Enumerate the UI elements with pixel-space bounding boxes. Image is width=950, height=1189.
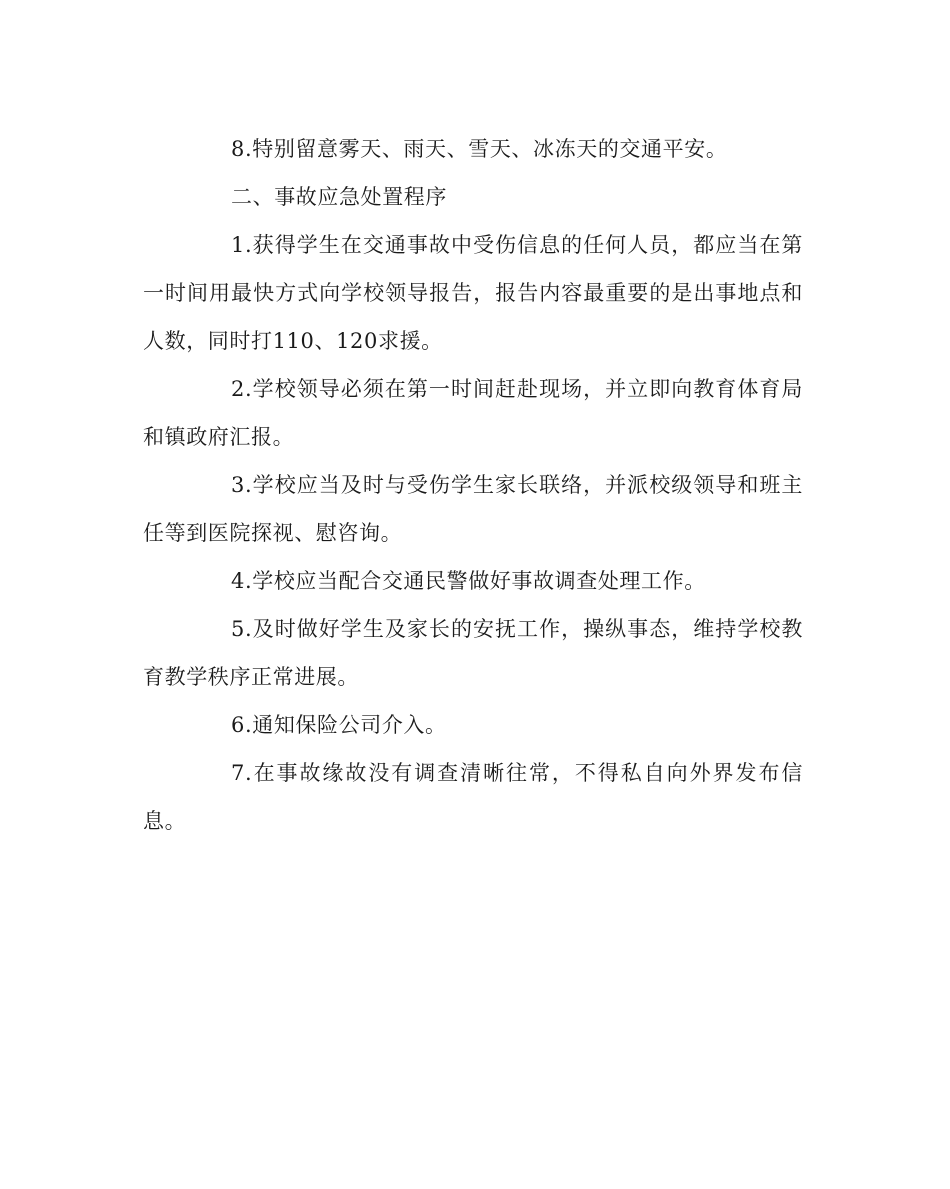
section-heading-emergency-procedure: 二、事故应急处置程序 (231, 185, 447, 209)
document-body (143, 125, 803, 845)
paragraph-item-8-fog-rain-snow: 8.特别留意雾天、雨天、雪天、冰冻天的交通平安。 (231, 137, 728, 161)
paragraph-item-5-comfort-work: 5.及时做好学生及家长的安抚工作，操纵事态，维持学校教育教学秩序正常进展。 (143, 617, 803, 689)
paragraph-item-6-insurance: 6.通知保险公司介入。 (231, 713, 447, 737)
paragraph-item-1-report: 1.获得学生在交通事故中受伤信息的任何人员，都应当在第一时间用最快方式向学校领导报告，报告内容最重要的是出事地点和人数，同时打110、120求援。 (143, 233, 803, 353)
paragraph-item-2-school-leaders: 2.学校领导必须在第一时间赶赴现场，并立即向教育体育局和镇政府汇报。 (143, 377, 803, 449)
paragraph-item-3-contact-parents: 3.学校应当及时与受伤学生家长联络，并派校级领导和班主任等到医院探视、慰咨询。 (143, 473, 803, 545)
paragraph-item-7-no-disclosure: 7.在事故缘故没有调查清晰往常，不得私自向外界发布信息。 (143, 761, 803, 833)
paragraph-item-4-police-cooperation: 4.学校应当配合交通民警做好事故调查处理工作。 (231, 569, 706, 593)
